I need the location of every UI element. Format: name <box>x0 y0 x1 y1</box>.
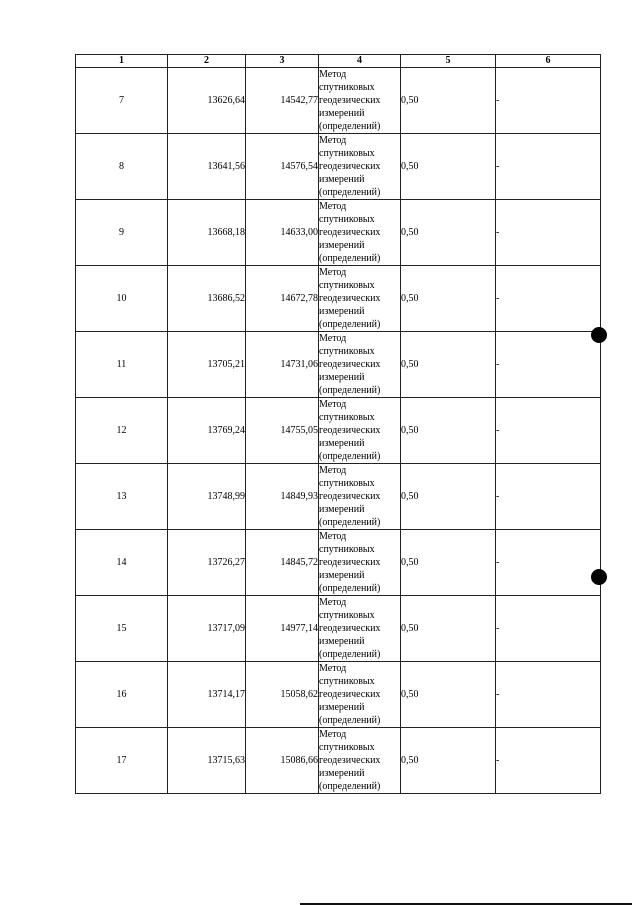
table-row <box>76 398 601 464</box>
coord-x-cell: 13686,52 <box>168 266 246 332</box>
method-cell: Метод спутниковых геодезических измерений (определений) <box>319 398 401 464</box>
coord-x-cell: 13705,21 <box>168 332 246 398</box>
coord-y-cell: 14542,77 <box>246 68 319 134</box>
description-cell: - <box>496 398 601 464</box>
accuracy-cell: 0,50 <box>401 530 496 596</box>
method-cell: Метод спутниковых геодезических измерений (определений) <box>319 68 401 134</box>
point-number-cell: 9 <box>76 200 168 266</box>
method-cell: Метод спутниковых геодезических измерений (определений) <box>319 266 401 332</box>
description-cell: - <box>496 464 601 530</box>
description-cell: - <box>496 596 601 662</box>
description-cell: - <box>496 266 601 332</box>
coord-y-cell: 14849,93 <box>246 464 319 530</box>
method-cell: Метод спутниковых геодезических измерений (определений) <box>319 662 401 728</box>
punch-hole-mark <box>591 327 607 343</box>
description-cell: - <box>496 68 601 134</box>
table-row <box>76 464 601 530</box>
coordinates-table <box>75 54 601 794</box>
description-cell: - <box>496 134 601 200</box>
description-cell: - <box>496 728 601 794</box>
accuracy-cell: 0,50 <box>401 464 496 530</box>
coord-x-cell: 13641,56 <box>168 134 246 200</box>
coord-x-cell: 13717,09 <box>168 596 246 662</box>
table-header-row <box>76 55 601 68</box>
accuracy-cell: 0,50 <box>401 200 496 266</box>
point-number-cell: 7 <box>76 68 168 134</box>
header-col-5: 5 <box>401 55 496 68</box>
method-cell: Метод спутниковых геодезических измерений (определений) <box>319 728 401 794</box>
accuracy-cell: 0,50 <box>401 728 496 794</box>
coord-y-cell: 14672,78 <box>246 266 319 332</box>
header-col-2: 2 <box>168 55 246 68</box>
accuracy-cell: 0,50 <box>401 266 496 332</box>
point-number-cell: 12 <box>76 398 168 464</box>
coord-y-cell: 14633,00 <box>246 200 319 266</box>
point-number-cell: 10 <box>76 266 168 332</box>
header-col-3: 3 <box>246 55 319 68</box>
header-col-4: 4 <box>319 55 401 68</box>
table-row <box>76 200 601 266</box>
coord-x-cell: 13726,27 <box>168 530 246 596</box>
method-cell: Метод спутниковых геодезических измерений (определений) <box>319 530 401 596</box>
table-row <box>76 596 601 662</box>
table-row <box>76 530 601 596</box>
method-cell: Метод спутниковых геодезических измерений (определений) <box>319 200 401 266</box>
accuracy-cell: 0,50 <box>401 398 496 464</box>
method-cell: Метод спутниковых геодезических измерений (определений) <box>319 134 401 200</box>
header-col-1: 1 <box>76 55 168 68</box>
method-cell: Метод спутниковых геодезических измерений (определений) <box>319 332 401 398</box>
table-row <box>76 266 601 332</box>
accuracy-cell: 0,50 <box>401 662 496 728</box>
point-number-cell: 8 <box>76 134 168 200</box>
coord-x-cell: 13714,17 <box>168 662 246 728</box>
method-cell: Метод спутниковых геодезических измерений (определений) <box>319 596 401 662</box>
description-cell: - <box>496 530 601 596</box>
point-number-cell: 16 <box>76 662 168 728</box>
coord-y-cell: 14731,06 <box>246 332 319 398</box>
table-row <box>76 662 601 728</box>
point-number-cell: 11 <box>76 332 168 398</box>
accuracy-cell: 0,50 <box>401 68 496 134</box>
punch-hole-mark <box>591 569 607 585</box>
coord-x-cell: 13769,24 <box>168 398 246 464</box>
table-row <box>76 728 601 794</box>
coord-x-cell: 13715,63 <box>168 728 246 794</box>
description-cell: - <box>496 662 601 728</box>
header-col-6: 6 <box>496 55 601 68</box>
accuracy-cell: 0,50 <box>401 332 496 398</box>
coord-y-cell: 14755,05 <box>246 398 319 464</box>
table-row <box>76 332 601 398</box>
description-cell: - <box>496 200 601 266</box>
coord-y-cell: 15086,66 <box>246 728 319 794</box>
method-cell: Метод спутниковых геодезических измерений (определений) <box>319 464 401 530</box>
description-cell: - <box>496 332 601 398</box>
accuracy-cell: 0,50 <box>401 134 496 200</box>
table-row <box>76 68 601 134</box>
coord-y-cell: 15058,62 <box>246 662 319 728</box>
coord-x-cell: 13748,99 <box>168 464 246 530</box>
point-number-cell: 13 <box>76 464 168 530</box>
coord-y-cell: 14845,72 <box>246 530 319 596</box>
point-number-cell: 15 <box>76 596 168 662</box>
coord-x-cell: 13626,64 <box>168 68 246 134</box>
point-number-cell: 17 <box>76 728 168 794</box>
point-number-cell: 14 <box>76 530 168 596</box>
coord-y-cell: 14576,54 <box>246 134 319 200</box>
coord-x-cell: 13668,18 <box>168 200 246 266</box>
accuracy-cell: 0,50 <box>401 596 496 662</box>
table-row <box>76 134 601 200</box>
coord-y-cell: 14977,14 <box>246 596 319 662</box>
